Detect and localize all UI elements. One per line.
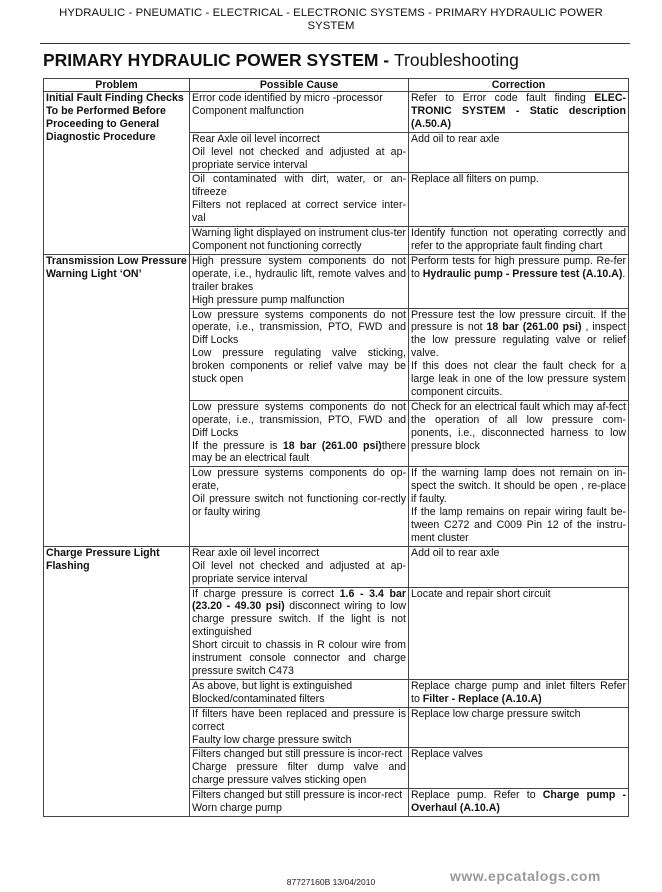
problem-cell: Charge Pressure Light Flashing xyxy=(44,546,190,816)
cause-cell xyxy=(190,400,409,467)
cause-line: Short circuit to chassis in R colour wire from instrument console connector and charge pressure switch C473 xyxy=(192,639,406,677)
cause-line: Filters changed but still pressure is incor-rect xyxy=(192,789,403,802)
correction-cell: Refer to Error code fault finding ELEC-TRONIC SYSTEM - Static description (A.50.A) xyxy=(409,92,629,133)
page-title xyxy=(43,49,519,71)
cause-line: Faulty low charge pressure switch xyxy=(192,733,352,746)
correction-cell: Locate and repair short circuit xyxy=(409,587,629,679)
table-row xyxy=(44,254,629,308)
watermark: www.epcatalogs.com xyxy=(450,868,601,884)
cause-line: Oil pressure switch not functioning cor-rectly or faulty wiring xyxy=(192,493,406,519)
cause-line: Filters not replaced at correct service inter-val xyxy=(192,199,406,225)
table-header-row xyxy=(44,79,629,92)
correction-cell: If the warning lamp does not remain on in-spect the switch. It should be open , re-place if faulty. If the lamp remains on repair wiring fault be-tween C272 and C009 Pin 12 of the instru-ment cluster xyxy=(409,467,629,546)
title-sub: Troubleshooting xyxy=(394,50,519,70)
column-header-correction: Correction xyxy=(409,79,629,92)
correction-cell: Replace charge pump and inlet filters Refer to Filter - Replace (A.10.A) xyxy=(409,679,629,707)
column-header-problem: Problem xyxy=(44,79,190,92)
correction-cell: Replace all filters on pump. xyxy=(409,173,629,227)
cause-line: Warning light displayed on instrument clus-ter xyxy=(192,227,406,240)
cause-line: High pressure system components do not operate, i.e., hydraulic lift, remote valves and trailer brakes xyxy=(192,254,406,293)
cause-line: Low pressure regulating valve sticking, broken components or relief valve may be stuck open xyxy=(192,347,406,386)
reference-link-text: ELEC-TRONIC SYSTEM - Static description (A.50.A) xyxy=(411,92,626,130)
reference-link-text: Hydraulic pump - Pressure test (A.10.A) xyxy=(422,267,623,280)
cause-cell xyxy=(190,707,409,748)
cause-line: Rear Axle oil level incorrect xyxy=(192,132,320,145)
cause-cell xyxy=(190,308,409,400)
table-row xyxy=(44,546,629,587)
cause-line: Component malfunction xyxy=(192,104,304,117)
cause-line: Charge pressure filter dump valve and charge pressure valves sticking open xyxy=(192,761,406,787)
cause-line: Blocked/contaminated filters xyxy=(192,692,325,705)
header-line-1: HYDRAULIC - PNEUMATIC - ELECTRICAL - ELECTRONIC SYSTEMS - PRIMARY HYDRAULIC POWER xyxy=(59,7,603,19)
cause-line: If charge pressure is correct 1.6 - 3.4 bar (23.20 - 49.30 psi) disconnect wiring to low charge pressure switch. If the light is not extinguished xyxy=(192,587,406,639)
cause-line: Error code identified by micro -processor xyxy=(192,92,383,104)
correction-cell: Replace low charge pressure switch xyxy=(409,707,629,748)
cause-line: Low pressure systems components do not operate, i.e., transmission, PTO, FWD and Diff Locks xyxy=(192,308,406,347)
cause-cell xyxy=(190,467,409,546)
cause-line: Worn charge pump xyxy=(192,802,282,815)
correction-cell: Identify function not operating correctly and refer to the appropriate fault finding chart xyxy=(409,227,629,255)
reference-link-text: 18 bar (261.00 psi) xyxy=(486,321,582,334)
table-row xyxy=(44,92,629,133)
title-divider xyxy=(40,43,630,44)
page-footer: 87727160B 13/04/2010 xyxy=(286,877,376,887)
reference-link-text: Charge pump - Overhaul (A.10.A) xyxy=(411,789,627,815)
cause-cell xyxy=(190,227,409,255)
cause-cell xyxy=(190,679,409,707)
reference-link-text: Filter - Replace (A.10.A) xyxy=(422,692,542,705)
cause-line: Oil contaminated with dirt, water, or an-tifreeze xyxy=(192,173,406,199)
correction-cell: Add oil to rear axle xyxy=(409,132,629,173)
cause-line: Rear axle oil level incorrect xyxy=(192,546,320,559)
cause-line: Low pressure systems components do op-erate, xyxy=(192,467,406,493)
page-header xyxy=(40,7,622,33)
correction-cell: Replace pump. Refer to Charge pump - Overhaul (A.10.A) xyxy=(409,789,629,817)
cause-line: If filters have been replaced and pressure is correct xyxy=(192,707,406,733)
cause-line: High pressure pump malfunction xyxy=(192,293,345,306)
cause-cell xyxy=(190,748,409,789)
cause-cell xyxy=(190,173,409,227)
cause-line: If the pressure is 18 bar (261.00 psi)there may be an electrical fault xyxy=(192,439,406,465)
correction-cell: Perform tests for high pressure pump. Re-fer to Hydraulic pump - Pressure test (A.10.A). xyxy=(409,254,629,308)
title-main: PRIMARY HYDRAULIC POWER SYSTEM - xyxy=(43,50,394,70)
cause-line: Filters changed but still pressure is incor-rect xyxy=(192,748,403,761)
cause-cell xyxy=(190,132,409,173)
cause-cell xyxy=(190,92,409,133)
cause-cell xyxy=(190,546,409,587)
correction-cell: Replace valves xyxy=(409,748,629,789)
cause-line: Low pressure systems components do not operate, i.e., transmission, PTO, FWD and Diff Locks xyxy=(192,400,406,439)
troubleshooting-table xyxy=(43,78,629,817)
correction-cell: Add oil to rear axle xyxy=(409,546,629,587)
problem-cell: Initial Fault Finding Checks To be Performed Before Proceeding to General Diagnostic Procedure xyxy=(44,92,190,255)
header-line-2: SYSTEM xyxy=(307,20,355,32)
cause-cell xyxy=(190,789,409,817)
cause-line: Component not functioning correctly xyxy=(192,239,362,252)
column-header-cause: Possible Cause xyxy=(190,79,409,92)
cause-line: Oil level not checked and adjusted at ap-propriate service interval xyxy=(192,145,406,171)
cause-cell xyxy=(190,254,409,308)
correction-cell: Pressure test the low pressure circuit. If the pressure is not 18 bar (261.00 psi) , inspect the low pressure regulating valve or relief valve. If this does not clear the fault check for a large leak in one of the low pressure system component circuits. xyxy=(409,308,629,400)
cause-line: As above, but light is extinguished xyxy=(192,679,353,692)
cause-cell xyxy=(190,587,409,679)
cause-line: Oil level not checked and adjusted at ap-propriate service interval xyxy=(192,559,406,585)
correction-cell: Check for an electrical fault which may af-fect the operation of all low pressure com-ponents, i.e., disconnected harness to low pressure block xyxy=(409,400,629,467)
problem-cell: Transmission Low Pressure Warning Light ‘ON’ xyxy=(44,254,190,546)
